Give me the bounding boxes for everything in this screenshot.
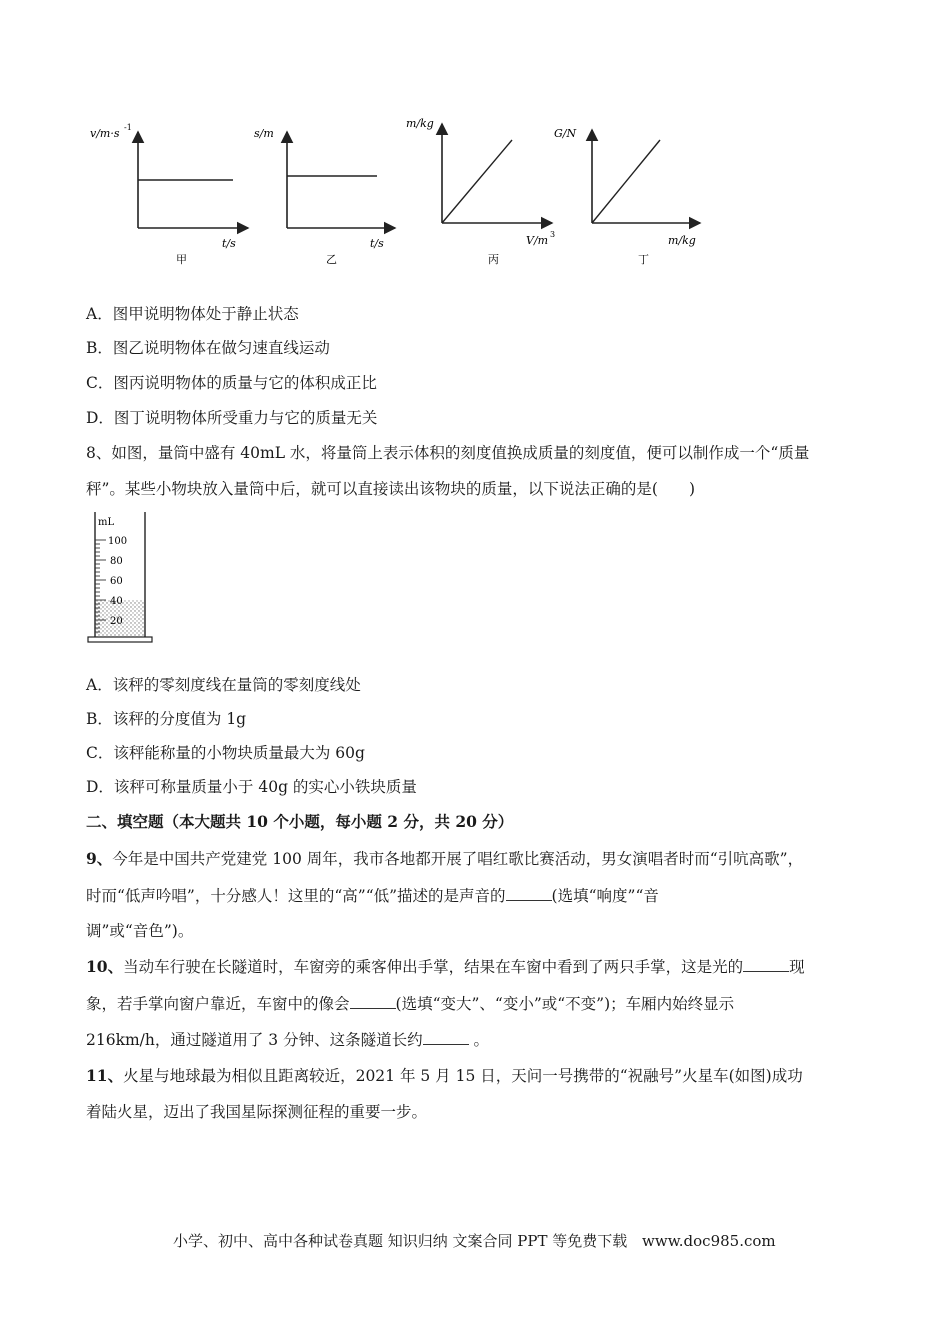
graph-jia-xlabel: t/s	[222, 237, 236, 250]
q10-text-2b: (选填“变大”、“变小”或“不变”)；车厢内始终显示	[395, 995, 735, 1013]
q10-blank-3	[423, 1030, 469, 1045]
q9-number: 9、	[86, 849, 113, 868]
q10-text-3a: 216km/h，通过隧道用了 3 分钟、这条隧道长约	[86, 1031, 423, 1049]
graph-jia	[90, 123, 248, 266]
cylinder-tick-100: 100	[108, 536, 128, 547]
q8-option-a: A．该秤的零刻度线在量筒的零刻度线处	[86, 676, 361, 694]
q9-line3: 调”或“音色”)。	[86, 922, 194, 940]
q10-number: 10、	[86, 957, 124, 976]
graph-bing-xsup: 3	[550, 230, 556, 239]
graph-yi-xlabel: t/s	[370, 237, 384, 250]
q10-line2	[86, 994, 734, 1014]
q11-line1	[86, 1066, 803, 1086]
q9-text-2b: (选填“响度”“音	[551, 887, 659, 905]
graph-bing-caption: 丙	[488, 253, 499, 266]
graph-bing-line	[442, 140, 512, 223]
graph-bing	[406, 117, 555, 266]
q9-text-2a: 时而“低声吟唱”，十分感人！这里的“高”“低”描述的是声音的	[86, 887, 506, 905]
graph-ding	[554, 127, 700, 266]
q7-option-d: D．图丁说明物体所受重力与它的质量无关	[86, 409, 378, 427]
graph-jia-ysup: -1	[124, 123, 132, 132]
graph-bing-ylabel: m/kg	[406, 117, 434, 130]
graph-yi	[254, 127, 395, 266]
q7-option-b: B．图乙说明物体在做匀速直线运动	[86, 339, 330, 357]
q10-blank-2	[350, 994, 396, 1009]
q10-text-1b: 现	[789, 958, 805, 976]
section-2-title: 二、填空题（本大题共 10 个小题，每小题 2 分，共 20 分）	[86, 812, 514, 831]
q10-blank-1	[743, 957, 789, 972]
q11-text-1: 火星与地球最为相似且距离较近，2021 年 5 月 15 日，天问一号携带的“祝融号”火星车(如图)成功	[123, 1067, 803, 1085]
q8-stem-line1: 8、如图，量筒中盛有 40mL 水，将量筒上表示体积的刻度值换成质量的刻度值，便可以制作成一个“质量	[86, 444, 810, 462]
q9-line2	[86, 886, 659, 906]
q10-line1	[86, 957, 805, 977]
q8-option-c: C．该秤能称量的小物块质量最大为 60g	[86, 744, 365, 762]
graph-ding-line	[592, 140, 660, 223]
q9-line1	[86, 849, 803, 869]
q7-graphs	[80, 110, 740, 270]
footer-text: 小学、初中、高中各种试卷真题 知识归纳 文案合同 PPT 等免费下载	[173, 1232, 628, 1250]
graph-ding-xlabel: m/kg	[668, 234, 696, 247]
q7-option-a: A．图甲说明物体处于静止状态	[86, 305, 299, 323]
q10-text-1a: 当动车行驶在长隧道时，车窗旁的乘客伸出手掌，结果在车窗中看到了两只手掌，这是光的	[123, 958, 744, 976]
cylinder-unit: mL	[98, 517, 115, 528]
cylinder-tick-80: 80	[110, 556, 123, 567]
graph-ding-ylabel: G/N	[554, 127, 577, 140]
q8-stem-line2: 秤”。某些小物块放入量筒中后，就可以直接读出该物块的质量，以下说法正确的是( )	[86, 480, 696, 498]
graph-yi-ylabel: s/m	[254, 127, 274, 140]
page-footer	[173, 1230, 776, 1251]
graph-jia-ylabel: v/m·s	[90, 127, 120, 140]
graduated-cylinder-figure	[86, 510, 156, 645]
graph-yi-caption: 乙	[326, 253, 337, 266]
footer-url[interactable]: www.doc985.com	[642, 1232, 776, 1250]
q7-option-c: C．图丙说明物体的质量与它的体积成正比	[86, 374, 377, 392]
cylinder-tick-60: 60	[110, 576, 123, 587]
graph-ding-caption: 丁	[638, 253, 649, 266]
q10-text-2a: 象，若手掌向窗户靠近，车窗中的像会	[86, 995, 350, 1013]
graph-jia-caption: 甲	[176, 253, 187, 266]
graph-bing-xlabel: V/m	[526, 234, 549, 247]
q11-line2: 着陆火星，迈出了我国星际探测征程的重要一步。	[86, 1103, 428, 1121]
q9-blank	[506, 886, 552, 901]
q10-line3	[86, 1030, 489, 1050]
q10-text-3b: 。	[468, 1031, 490, 1049]
q11-number: 11、	[86, 1066, 124, 1085]
cylinder-tick-40: 40	[110, 596, 123, 607]
q8-option-d: D．该秤可称量质量小于 40g 的实心小铁块质量	[86, 778, 417, 796]
q9-text-1: 今年是中国共产党建党 100 周年，我市各地都开展了唱红歌比赛活动，男女演唱者时而“引吭高歌”，	[112, 850, 804, 868]
q8-option-b: B．该秤的分度值为 1g	[86, 710, 247, 728]
cylinder-tick-20: 20	[110, 616, 123, 627]
